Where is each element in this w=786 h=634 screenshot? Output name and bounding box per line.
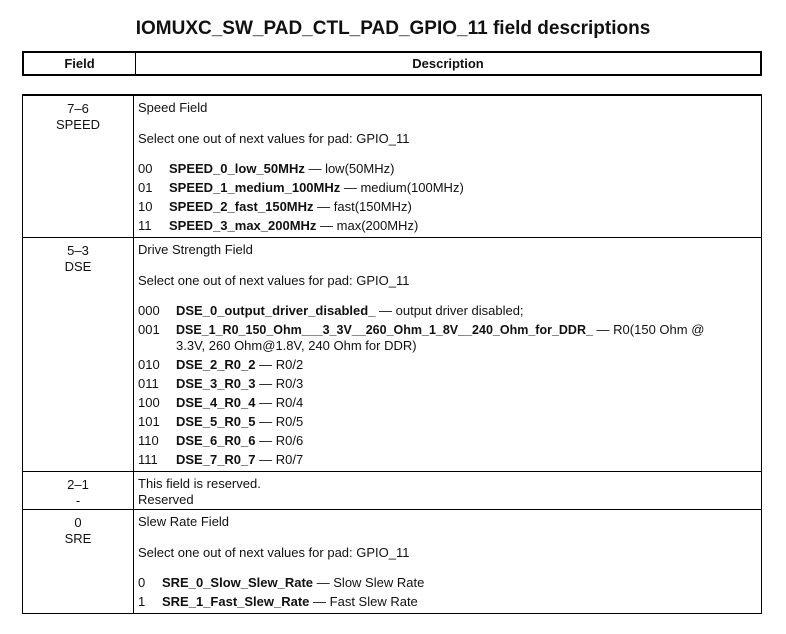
value-item: [138, 322, 704, 338]
value-name: SPEED_2_fast_150MHz: [169, 199, 314, 214]
field-bits: 5–3: [67, 243, 89, 258]
value-item: [138, 218, 418, 234]
field-name: -: [75, 493, 81, 508]
desc-select: Select one out of next values for pad: GPIO_11: [138, 273, 410, 288]
value-desc: — fast(150MHz): [313, 199, 412, 214]
desc-title: Drive Strength Field: [138, 242, 253, 257]
value-code: 11: [138, 218, 152, 233]
value-desc-continued: 3.3V, 260 Ohm@1.8V, 240 Ohm for DDR): [176, 338, 417, 353]
table-header: [22, 51, 762, 76]
value-desc: — R0(150 Ohm @: [592, 322, 705, 337]
value-code: 111: [138, 452, 158, 467]
value-desc: — Fast Slew Rate: [309, 594, 418, 609]
field-name: SPEED: [55, 117, 101, 132]
value-item: [138, 575, 424, 591]
field-cell: [23, 472, 134, 509]
header-description: Description: [412, 56, 484, 71]
value-item: [138, 433, 303, 449]
desc-select: Select one out of next values for pad: GPIO_11: [138, 131, 410, 146]
table-row-dse: [23, 238, 761, 472]
value-code: 010: [138, 357, 160, 372]
value-desc: — R0/6: [255, 433, 304, 448]
table-row-reserved: [23, 472, 761, 510]
field-name: DSE: [64, 259, 92, 274]
value-desc: — R0/7: [255, 452, 304, 467]
field-table: [22, 94, 762, 614]
value-name: SRE_1_Fast_Slew_Rate: [162, 594, 310, 609]
value-item: [138, 594, 418, 610]
value-name: DSE_0_output_driver_disabled_: [176, 303, 376, 318]
desc-title: Slew Rate Field: [138, 514, 230, 529]
value-code: 110: [138, 433, 159, 448]
value-desc: — Slow Slew Rate: [313, 575, 425, 590]
header-field: Field: [24, 53, 136, 74]
value-code: 011: [138, 376, 159, 391]
value-name: SPEED_3_max_200MHz: [169, 218, 317, 233]
field-cell: [23, 510, 134, 614]
table-row-speed: [23, 96, 761, 238]
value-desc: — medium(100MHz): [340, 180, 464, 195]
value-code: 1: [138, 594, 146, 609]
value-name: DSE_4_R0_4: [176, 395, 256, 410]
value-desc: — R0/3: [255, 376, 304, 391]
value-code: 00: [138, 161, 153, 176]
value-item: [138, 452, 303, 468]
page-title: IOMUXC_SW_PAD_CTL_PAD_GPIO_11 field descriptions: [135, 18, 651, 39]
field-bits: 0: [74, 515, 82, 530]
value-desc: — output driver disabled;: [375, 303, 524, 318]
field-cell: [23, 238, 134, 471]
reserved-line-1: This field is reserved.: [138, 476, 261, 491]
field-cell: [23, 96, 134, 237]
value-name: DSE_6_R0_6: [176, 433, 256, 448]
value-name: SRE_0_Slow_Slew_Rate: [162, 575, 314, 590]
desc-title: Speed Field: [138, 100, 208, 115]
value-desc: — max(200MHz): [316, 218, 419, 233]
value-code: 101: [138, 414, 160, 429]
value-code: 10: [138, 199, 153, 214]
value-name: DSE_3_R0_3: [176, 376, 256, 391]
value-code: 0: [138, 575, 146, 590]
value-item: [138, 303, 524, 319]
value-code: 001: [138, 322, 160, 337]
desc-select: Select one out of next values for pad: GPIO_11: [138, 545, 410, 560]
field-bits: 7–6: [67, 101, 89, 116]
value-item: [138, 376, 303, 392]
value-code: 01: [138, 180, 153, 195]
value-item: [138, 395, 303, 411]
value-desc: — low(50MHz): [304, 161, 395, 176]
reserved-line-2: Reserved: [138, 492, 194, 507]
value-desc: — R0/2: [255, 357, 304, 372]
value-name: SPEED_1_medium_100MHz: [169, 180, 341, 195]
value-desc: — R0/4: [255, 395, 304, 410]
value-name: DSE_5_R0_5: [176, 414, 256, 429]
value-name: DSE_1_R0_150_Ohm___3_3V__260_Ohm_1_8V__240_Ohm_for_DDR_: [176, 323, 593, 337]
value-code: 100: [138, 395, 160, 410]
value-item: [138, 357, 303, 373]
value-code: 000: [138, 303, 160, 318]
value-name: DSE_7_R0_7: [176, 452, 256, 467]
value-name: SPEED_0_low_50MHz: [169, 161, 305, 176]
value-item: [138, 161, 394, 177]
value-name: DSE_2_R0_2: [176, 357, 256, 372]
value-desc: — R0/5: [255, 414, 304, 429]
field-name: SRE: [64, 531, 92, 546]
value-item: [138, 199, 412, 215]
value-item: [138, 180, 464, 196]
table-row-sre: [23, 510, 761, 614]
value-item: [138, 414, 303, 430]
field-bits: 2–1: [67, 477, 89, 492]
